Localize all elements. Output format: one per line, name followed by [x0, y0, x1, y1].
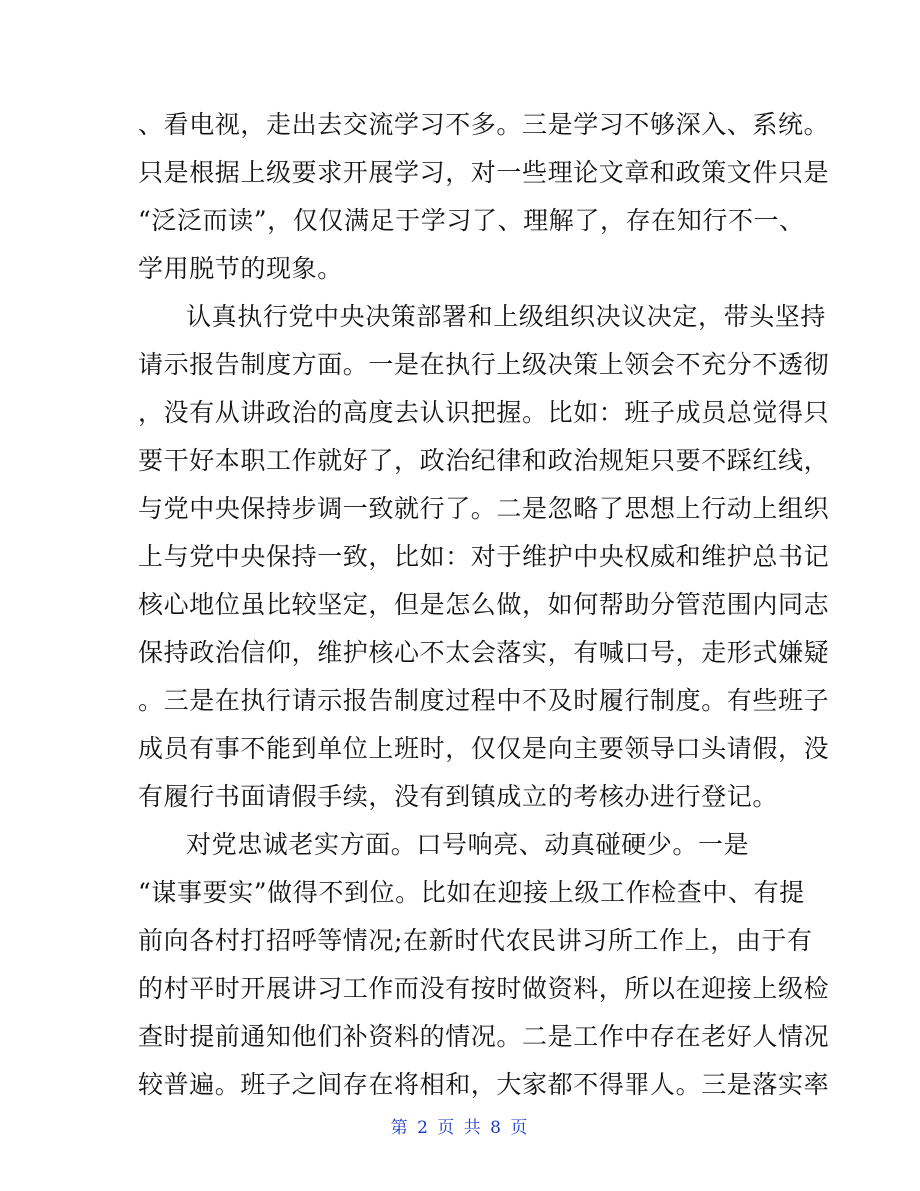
- text-line: 上与党中央保持一致，比如：对于维护中央权威和维护总书记: [138, 542, 830, 571]
- text-line: 。三是在执行请示报告制度过程中不及时履行制度。有些班子: [138, 686, 830, 715]
- text-line: 较普遍。班子之间存在将相和，大家都不得罪人。三是落实率: [138, 1070, 830, 1099]
- text-line: “谋事要实”做得不到位。比如在迎接上级工作检查中、有提: [138, 878, 805, 907]
- text-line: 与党中央保持步调一致就行了。二是忽略了思想上行动上组织: [138, 494, 830, 523]
- text-line: 前向各村打招呼等情况;在新时代农民讲习所工作上，由于有: [138, 926, 813, 955]
- paragraph-first-line: 认真执行党中央决策部署和上级组织决议决定，带头坚持: [186, 302, 827, 331]
- document-body: [138, 101, 830, 1109]
- text-line: 保持政治信仰，维护核心不太会落实，有喊口号，走形式嫌疑: [138, 638, 830, 667]
- text-line: 核心地位虽比较坚定，但是怎么做，如何帮助分管范围内同志: [138, 590, 830, 619]
- text-line: 学用脱节的现象。: [138, 254, 343, 283]
- text-line: 只是根据上级要求开展学习，对一些理论文章和政策文件只是: [138, 158, 830, 187]
- text-line: 请示报告制度方面。一是在执行上级决策上领会不充分不透彻: [138, 350, 830, 379]
- text-line: ，没有从讲政治的高度去认识把握。比如：班子成员总觉得只: [138, 398, 830, 427]
- text-line: 要干好本职工作就好了，政治纪律和政治规矩只要不踩红线，: [138, 446, 830, 475]
- text-line: 的村平时开展讲习工作而没有按时做资料，所以在迎接上级检: [138, 974, 830, 1003]
- text-line: 、看电视，走出去交流学习不多。三是学习不够深入、系统。: [138, 110, 830, 139]
- text-line: “泛泛而读”，仅仅满足于学习了、理解了，存在知行不一、: [138, 206, 805, 235]
- page-number-footer: 第 2 页 共 8 页: [390, 1118, 530, 1138]
- text-line: 查时提前通知他们补资料的情况。二是工作中存在老好人情况: [138, 1022, 830, 1051]
- text-line: 有履行书面请假手续，没有到镇成立的考核办进行登记。: [138, 782, 779, 811]
- paragraph-first-line: 对党忠诚老实方面。口号响亮、动真碰硬少。一是: [186, 830, 750, 859]
- text-line: 成员有事不能到单位上班时，仅仅是向主要领导口头请假，没: [138, 734, 830, 763]
